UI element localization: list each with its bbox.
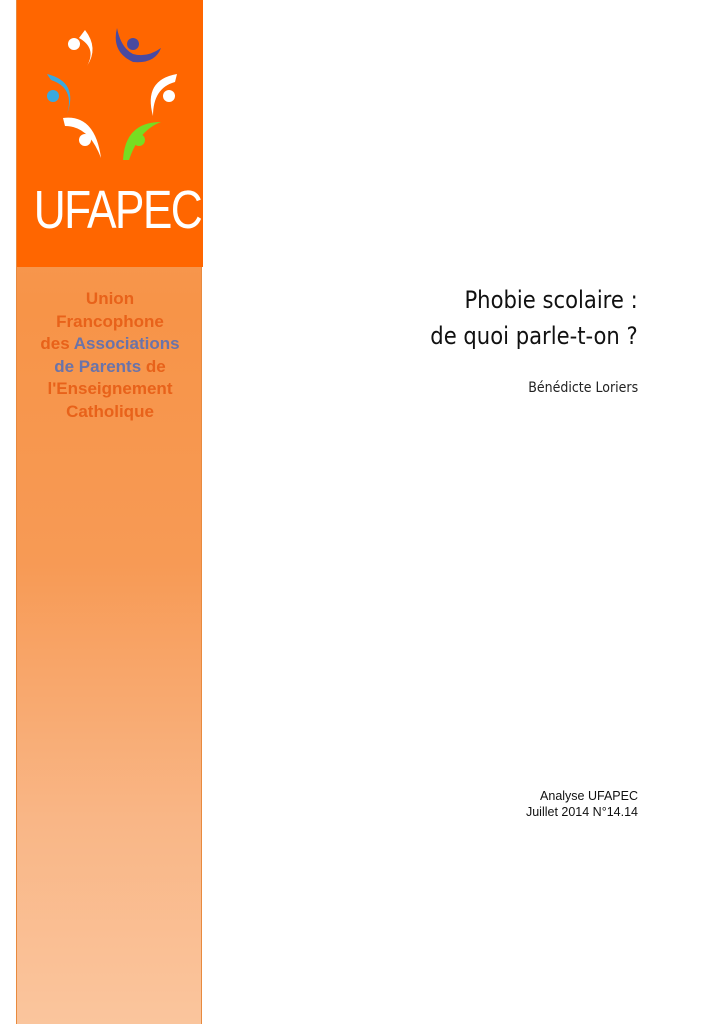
- title-line-2: de quoi parle-t-on ?: [430, 322, 638, 350]
- org-line-5: l'Enseignement: [47, 379, 173, 398]
- org-line-3b: Associations: [73, 334, 180, 353]
- org-line-4b: de: [141, 356, 166, 376]
- org-line-4a: de Parents: [54, 356, 142, 376]
- org-line-2: Francophone: [56, 311, 164, 331]
- organization-name: [17, 288, 203, 423]
- org-line-3a: des: [40, 334, 74, 353]
- org-line-4: [17, 356, 203, 379]
- title-line-1: Phobie scolaire :: [464, 286, 638, 314]
- logo-block: [17, 0, 203, 267]
- org-line-1: Union: [85, 289, 135, 308]
- date-number: Juillet 2014 N°14.14: [525, 805, 638, 819]
- document-meta: [526, 788, 638, 820]
- sidebar-band: [16, 0, 202, 1024]
- series-label: Analyse UFAPEC: [540, 789, 638, 803]
- document-author: Bénédicte Loriers: [528, 380, 638, 396]
- logo-wordmark: UFAPEC: [33, 180, 202, 240]
- document-title: [431, 282, 638, 354]
- org-line-6: Catholique: [66, 401, 154, 421]
- ufapec-logo-icon: [37, 18, 187, 168]
- org-line-3: [17, 333, 203, 356]
